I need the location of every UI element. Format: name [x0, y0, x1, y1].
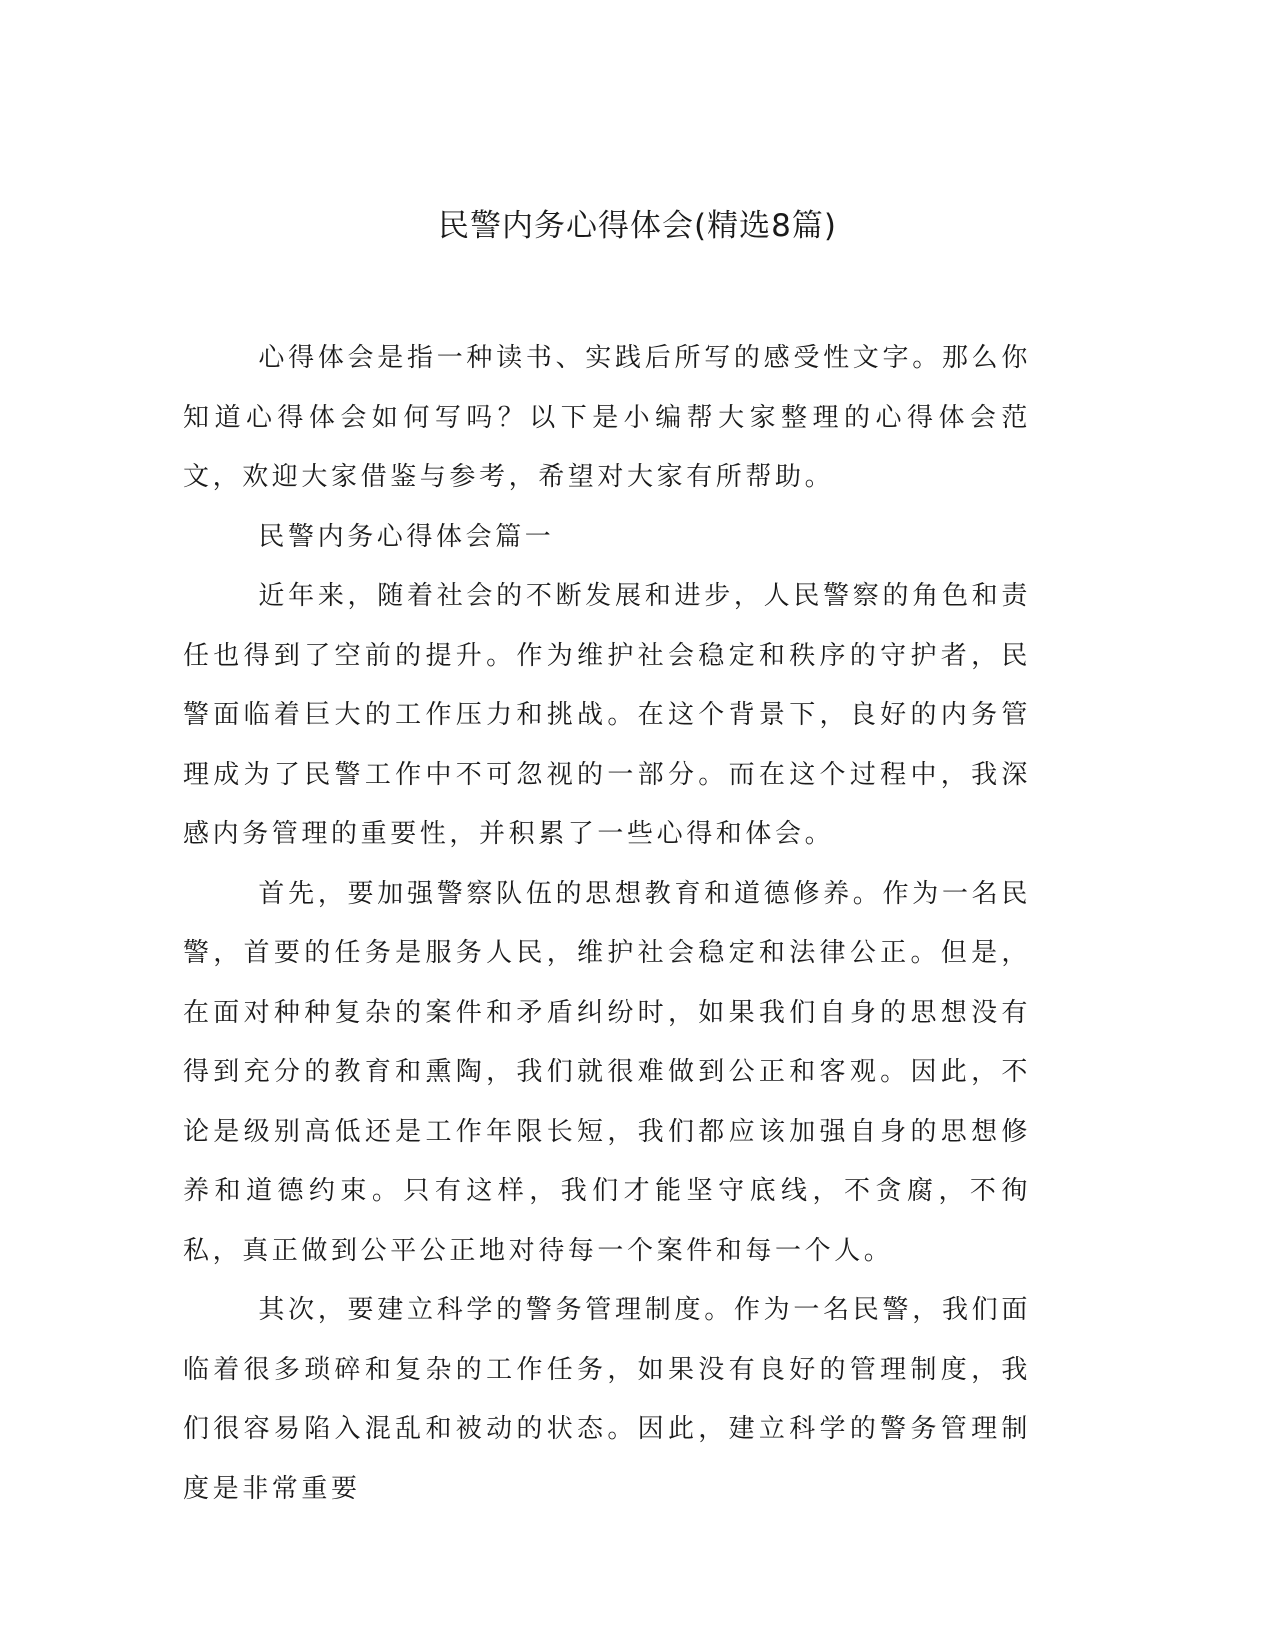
body-paragraph: 首先，要加强警察队伍的思想教育和道德修养。作为一名民警，首要的任务是服务人民，维护社会稳定和法律公正。但是，在面对种种复杂的案件和矛盾纠纷时，如果我们自身的思想没有得到充分的教育和熏陶，我们就很难做到公正和客观。因此，不论是级别高低还是工作年限长短，我们都应该加强自身的思想修养和道德约束。只有这样，我们才能坚守底线，不贪腐，不徇私，真正做到公平公正地对待每一个案件和每一个人。	[183, 878, 1031, 1266]
document-title: 民警内务心得体会(精选8篇)	[438, 208, 837, 244]
intro-paragraph: 心得体会是指一种读书、实践后所写的感受性文字。那么你知道心得体会如何写吗？以下是小编帮大家整理的心得体会范文，欢迎大家借鉴与参考，希望对大家有所帮助。	[183, 343, 1031, 492]
body-paragraph: 其次，要建立科学的警务管理制度。作为一名民警，我们面临着很多琐碎和复杂的工作任务，如果没有良好的管理制度，我们很容易陷入混乱和被动的状态。因此，建立科学的警务管理制度是非常重要	[183, 1295, 1031, 1504]
document-body	[183, 329, 1031, 1519]
body-paragraph: 近年来，随着社会的不断发展和进步，人民警察的角色和责任也得到了空前的提升。作为维护社会稳定和秩序的守护者，民警面临着巨大的工作压力和挑战。在这个背景下，良好的内务管理成为了民警工作中不可忽视的一部分。而在这个过程中，我深感内务管理的重要性，并积累了一些心得和体会。	[183, 581, 1031, 849]
section-heading: 民警内务心得体会篇一	[258, 521, 555, 552]
